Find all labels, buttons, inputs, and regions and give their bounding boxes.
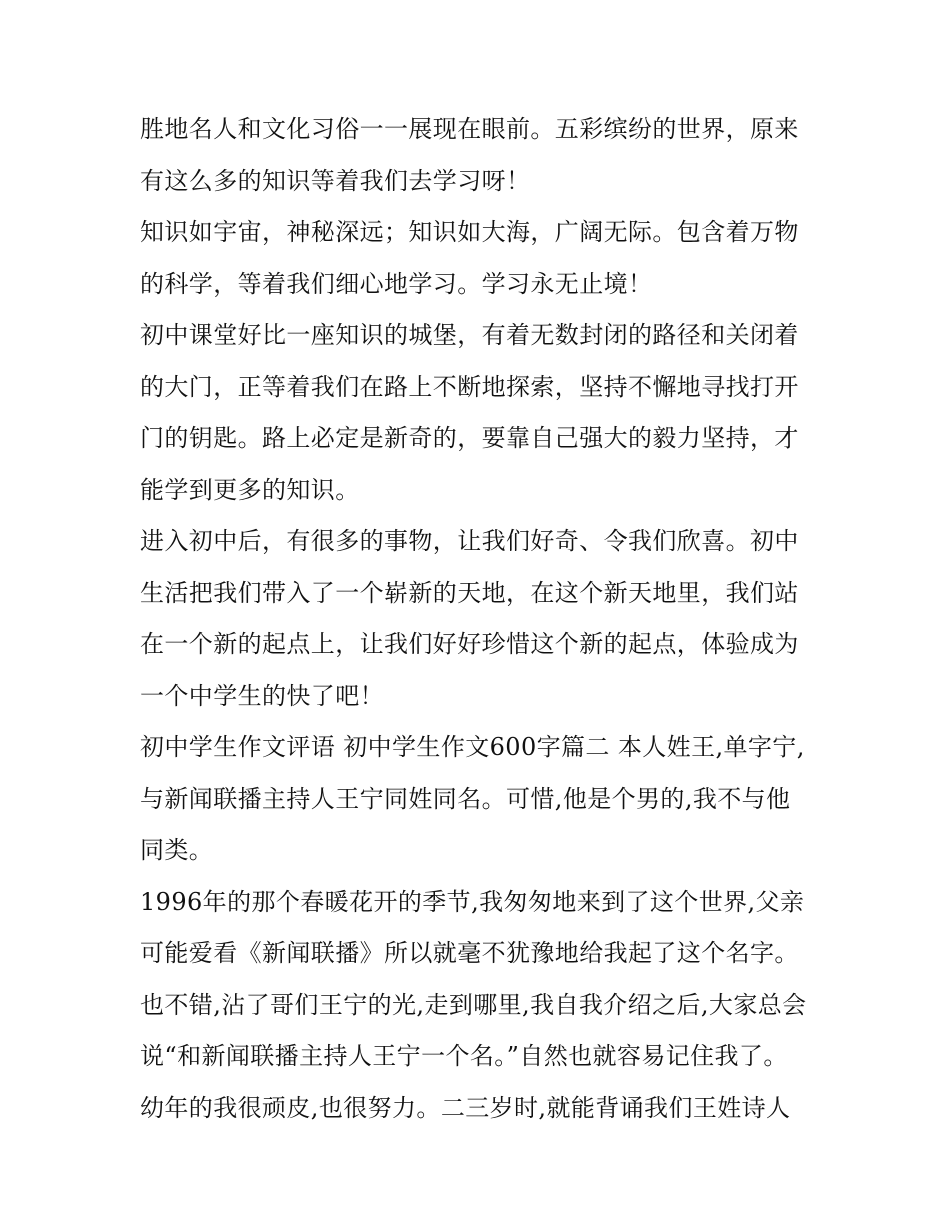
text-line: 说“和新闻联播主持人王宁一个名。”自然也就容易记住我了。 — [140, 1042, 788, 1070]
text-line: 幼年的我很顽皮,也很努力。二三岁时,就能背诵我们王姓诗人 — [140, 1093, 791, 1122]
document-body — [140, 104, 820, 1134]
text-line: 的大门，正等着我们在路上不断地探索，坚持不懈地寻找打开 — [140, 372, 799, 401]
text-line: 生活把我们带入了一个崭新的天地，在这个新天地里，我们站 — [140, 578, 799, 607]
text-line: 与新闻联播主持人王宁同姓同名。可惜,他是个男的,我不与他 — [140, 784, 791, 813]
text-line: 也不错,沾了哥们王宁的光,走到哪里,我自我介绍之后,大家总会 — [140, 990, 807, 1019]
text-line: 知识如宇宙，神秘深远；知识如大海，广阔无际。包含着万物 — [140, 218, 799, 246]
text-line: 能学到更多的知识。 — [140, 475, 360, 504]
text-line: 胜地名人和文化习俗一一展现在眼前。五彩缤纷的世界，原来 — [140, 115, 799, 143]
text-line: 同类。 — [140, 836, 214, 864]
text-line: 进入初中后，有很多的事物，让我们好奇、令我们欣喜。初中 — [140, 527, 799, 555]
text-line: 初中课堂好比一座知识的城堡，有着无数封闭的路径和关闭着 — [140, 321, 799, 349]
text-line: 初中学生作文评语 初中学生作文600字篇二 本人姓王,单字宁, — [140, 733, 805, 761]
text-line: 有这么多的知识等着我们去学习呀！ — [140, 166, 531, 195]
text-line: 可能爱看《新闻联播》所以就毫不犹豫地给我起了这个名字。 — [140, 939, 799, 967]
text-line: 门的钥匙。路上必定是新奇的，要靠自己强大的毅力坚持，才 — [140, 424, 799, 452]
text-line: 在一个新的起点上，让我们好好珍惜这个新的起点，体验成为 — [140, 630, 799, 658]
text-line: 的科学，等着我们细心地学习。学习永无止境！ — [140, 269, 653, 298]
text-line: 一个中学生的快了吧！ — [140, 681, 384, 710]
text-line: 1996年的那个春暖花开的季节,我匆匆地来到了这个世界,父亲 — [140, 887, 805, 916]
